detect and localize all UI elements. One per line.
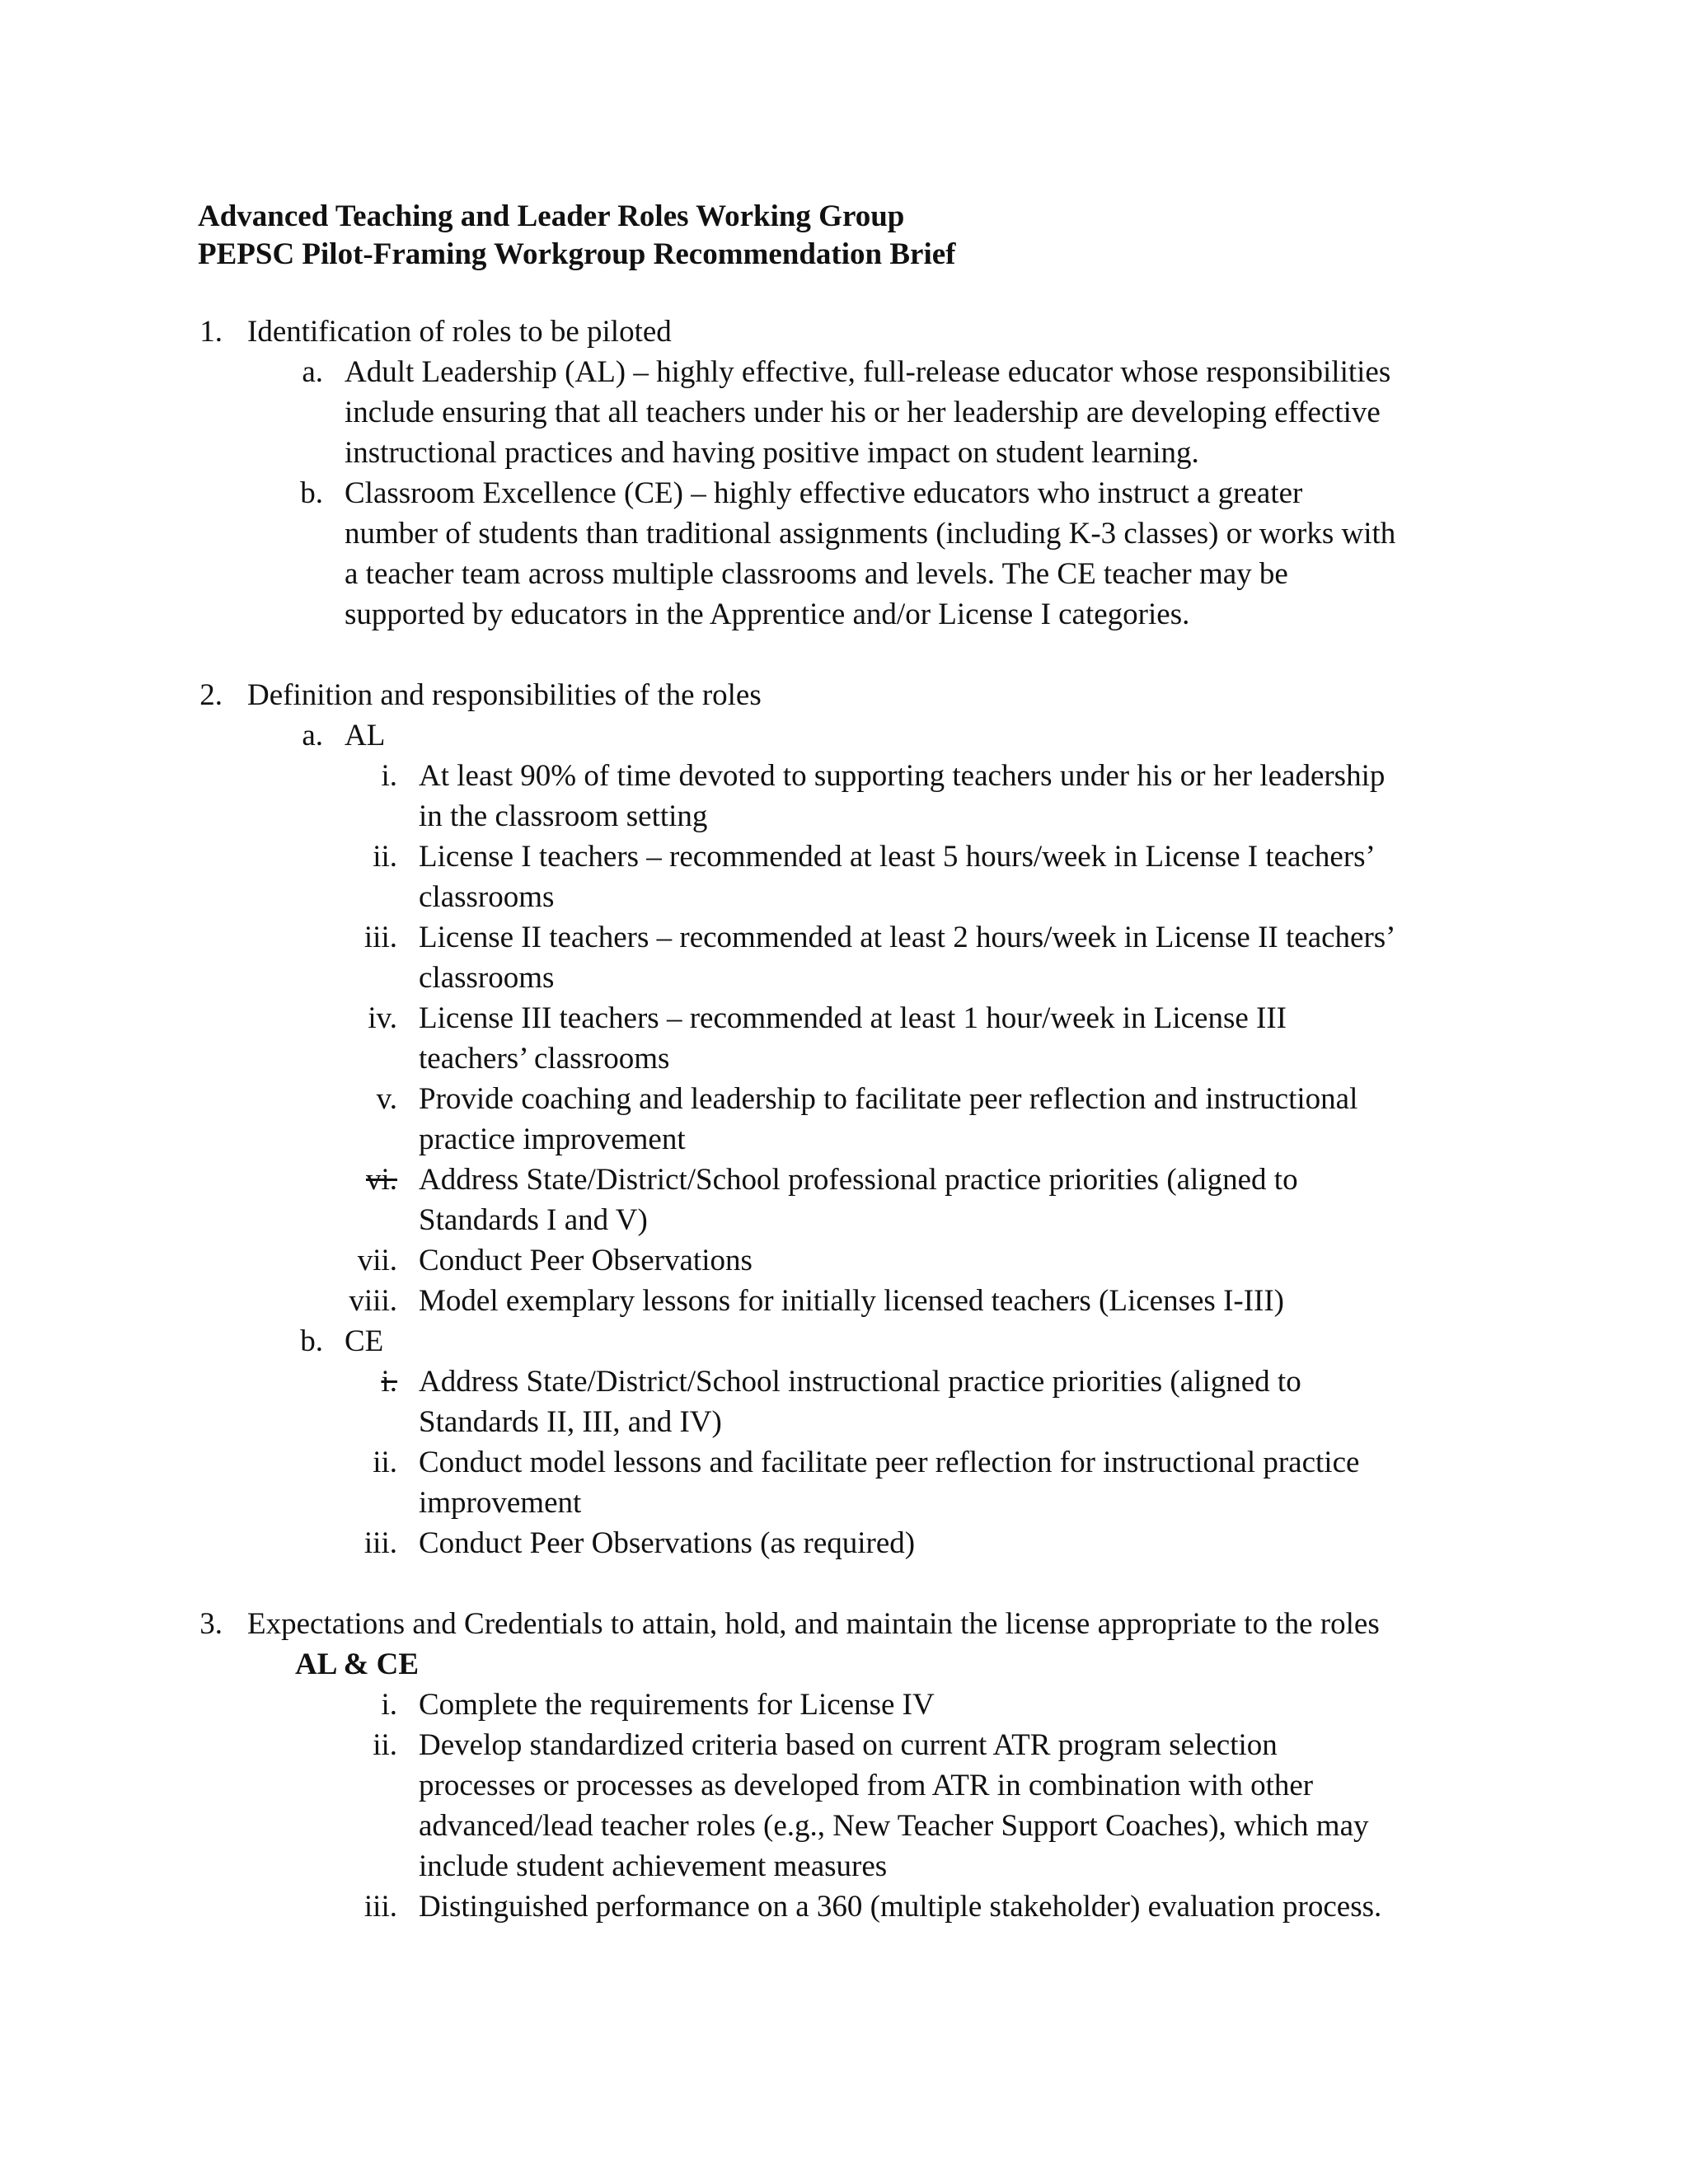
item-text: Model exemplary lessons for initially licensed teachers (Licenses I-III) xyxy=(419,1284,1285,1318)
item-marker: a. xyxy=(302,355,323,389)
item-marker: ii. xyxy=(373,1728,397,1762)
item-text: classrooms xyxy=(419,961,555,995)
item-text: Standards II, III, and IV) xyxy=(419,1405,722,1439)
item-marker: iii. xyxy=(363,921,397,954)
item-text: Adult Leadership (AL) – highly effective, full-release educator whose responsibilities xyxy=(345,355,1391,389)
section-number: 3. xyxy=(199,1607,223,1641)
item-text: supported by educators in the Apprentice and/or License I categories. xyxy=(345,598,1190,631)
section-title: Identification of roles to be piloted xyxy=(247,315,672,349)
section-title: Expectations and Credentials to attain, hold, and maintain the license appropriate to the roles xyxy=(247,1607,1380,1641)
item-text: practice improvement xyxy=(419,1122,686,1156)
item-text: in the classroom setting xyxy=(419,799,708,833)
item-marker: v. xyxy=(376,1082,397,1116)
document-subtitle: PEPSC Pilot-Framing Workgroup Recommendation Brief xyxy=(198,237,956,271)
item-marker: a. xyxy=(302,719,323,752)
item-marker: b. xyxy=(300,1324,323,1358)
item-marker: ii. xyxy=(373,840,397,874)
item-text: Distinguished performance on a 360 (multiple stakeholder) evaluation process. xyxy=(419,1890,1382,1924)
item-text: number of students than traditional assignments (including K-3 classes) or works with xyxy=(345,517,1396,551)
item-marker-struck: vi. xyxy=(365,1163,397,1197)
item-text: include ensuring that all teachers under his or her leadership are developing effective xyxy=(345,396,1381,429)
item-text: Conduct model lessons and facilitate peer reflection for instructional practice xyxy=(419,1446,1360,1479)
item-marker: i. xyxy=(381,1688,397,1722)
item-text: Address State/District/School professional practice priorities (aligned to xyxy=(419,1163,1298,1197)
item-text: classrooms xyxy=(419,880,555,914)
item-text: At least 90% of time devoted to supporting teachers under his or her leadership xyxy=(419,759,1386,793)
item-marker: ii. xyxy=(373,1446,397,1479)
section-number: 2. xyxy=(199,678,223,712)
item-marker: iv. xyxy=(368,1001,397,1035)
item-text: instructional practices and having positive impact on student learning. xyxy=(345,436,1199,470)
section-number: 1. xyxy=(199,315,223,349)
item-text: processes or processes as developed from ATR in combination with other xyxy=(419,1769,1314,1802)
item-marker: viii. xyxy=(349,1284,397,1318)
item-text: teachers’ classrooms xyxy=(419,1042,670,1076)
item-text: a teacher team across multiple classrooms and levels. The CE teacher may be xyxy=(345,557,1288,591)
item-text: Conduct Peer Observations xyxy=(419,1244,753,1277)
item-marker: i. xyxy=(381,759,397,793)
item-text: License I teachers – recommended at least 5 hours/week in License I teachers’ xyxy=(419,840,1376,874)
item-marker: iii. xyxy=(363,1890,397,1924)
section-title: Definition and responsibilities of the roles xyxy=(247,678,762,712)
subsection-heading: AL & CE xyxy=(295,1647,420,1681)
item-text: License III teachers – recommended at least 1 hour/week in License III xyxy=(419,1001,1287,1035)
item-text: Address State/District/School instructional practice priorities (aligned to xyxy=(419,1365,1301,1399)
item-text: Conduct Peer Observations (as required) xyxy=(419,1526,916,1560)
item-marker: vii. xyxy=(357,1244,397,1277)
subsection-label: CE xyxy=(345,1324,384,1358)
item-text: Provide coaching and leadership to facilitate peer reflection and instructional xyxy=(419,1082,1358,1116)
item-text: improvement xyxy=(419,1486,582,1520)
item-marker: iii. xyxy=(363,1526,397,1560)
item-text: advanced/lead teacher roles (e.g., New Teacher Support Coaches), which may xyxy=(419,1809,1369,1843)
item-text: Develop standardized criteria based on current ATR program selection xyxy=(419,1728,1278,1762)
item-text: include student achievement measures xyxy=(419,1849,888,1883)
item-text: Standards I and V) xyxy=(419,1203,648,1237)
item-marker: b. xyxy=(300,476,323,510)
subsection-label: AL xyxy=(345,719,386,752)
document-title: Advanced Teaching and Leader Roles Working Group xyxy=(198,199,905,233)
item-text: Complete the requirements for License IV xyxy=(419,1688,935,1722)
item-text: License II teachers – recommended at least 2 hours/week in License II teachers’ xyxy=(419,921,1396,954)
item-marker-struck: i. xyxy=(381,1365,397,1399)
item-text: Classroom Excellence (CE) – highly effective educators who instruct a greater xyxy=(345,476,1303,510)
